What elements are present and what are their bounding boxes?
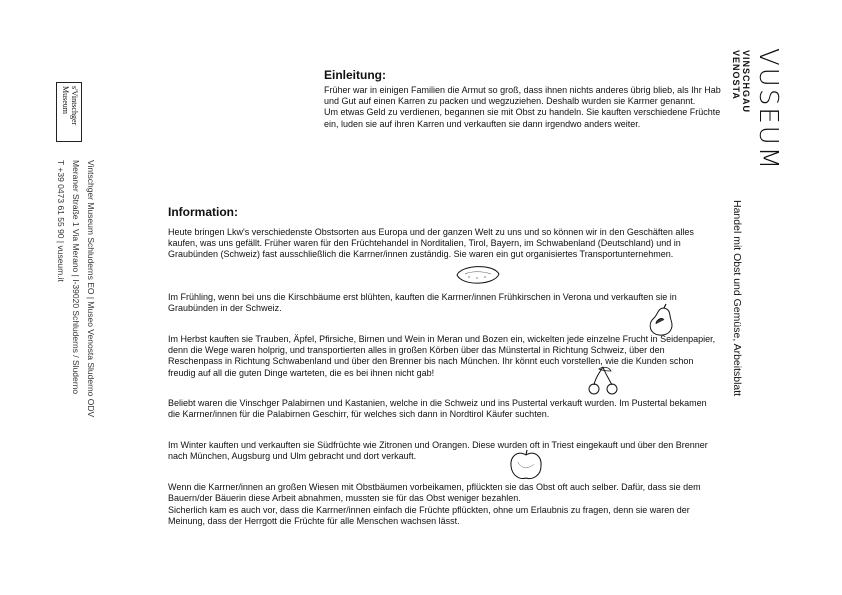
info-paragraph-permission: Sicherlich kam es auch vor, dass die Karrner/innen einfach die Früchte pflückten, ohne um Erlaubnis zu fragen, denn sie waren der Meinung, dass der Herrgott die Früchte für alle Menschen wachsen lässt. [168,505,690,527]
intro-heading: Einleitung: [324,68,386,82]
cherries-sketch-icon [585,365,621,397]
stamp-line-1: s'Vintschger [70,86,79,126]
logo-wordmark: VUSEUM [753,48,783,172]
worksheet-title: Handel mit Obst und Gemüse, Arbeitsblatt [731,200,743,397]
info-paragraph-winter: Im Winter kauften und verkauften sie Südfrüchte wie Zitronen und Orangen. Diese wurden oft in Triest eingekauft und über den Brenner nach München, Augsburg und Ulm gebracht und dort verkauft. [168,440,708,462]
logo-sub-vinschgau: VINSCHGAU [741,50,751,114]
stamp-line-2: Museum [61,86,70,114]
info-paragraph-picking: Wenn die Karrner/innen an großen Wiesen mit Obstbäumen vorbeikamen, pflückten sie das Obst oft auch selber. Dafür, dass sie dem Bauern/der Bäuerin diese Arbeit abnahmen, mussten sie für das Obst weniger bezahlen. [168,482,701,504]
info-paragraph-palabirnen: Beliebt waren die Vinschger Palabirnen und Kastanien, welche in die Schweiz und ins Pustertal verkauft wurden. Im Pustertal bekamen die Karrner/innen für die Palabirnen Geschirr, für welches sich dann in Nordtirol Käufer suchten. [168,398,707,420]
address-line-3: T +39 0473 61 55 90 | vuseum.it [56,160,66,282]
museum-stamp [56,82,82,142]
apple-sketch-icon [508,448,544,482]
intro-text [324,85,724,130]
logo-sub-venosta: VENOSTA [731,50,741,100]
address-line-2: Meraner Straße 1 Via Merano | I-39020 Schluderns / Sluderno [71,160,81,395]
intro-paragraph-2: Um etwas Geld zu verdienen, begannen sie mit Obst zu handeln. Sie kauften verschiedene Früchte ein, luden sie auf ihren Karren und verkauften sie dann irgendwo anders weiter. [324,107,721,129]
info-paragraph-spring: Im Frühling, wenn bei uns die Kirschbäume erst blühten, kauften die Karrner/innen Frühkirschen in Verona und verkauften sie in Graubünden in der Schweiz. [168,292,677,314]
info-paragraph-autumn: Im Herbst kauften sie Trauben, Äpfel, Pfirsiche, Birnen und Wein in Meran und Bozen ein, wickelten jede einzelne Frucht in Seidenpapier, denn die Wege waren holprig, und transportierten alles in großen Körben über das Münstertal in Richtung Schweiz, über den Reschenpass in Richtung Schwabenland und über den Brenner bis nach München. Ihr könnt euch vorstellen, wie die Kunden schon freudig auf all die guten Dinge warteten, die es bei ihnen nicht gab! [168,334,716,378]
pear-sketch-icon [644,300,678,338]
lemon-sketch-icon [455,262,501,288]
intro-paragraph-1: Früher war in einigen Familien die Armut so groß, dass ihnen nichts anderes übrig blieb, als Ihr Hab und Gut auf einen Karren zu packen und wegzuziehen. Deshalb wurden sie Karrner genannt. [324,85,721,107]
address-line-1: Vintschger Museum Schluderns EO | Museo Venosta Sluderno ODV [86,160,96,418]
info-paragraph-trucks: Heute bringen Lkw's verschiedenste Obstsorten aus Europa und der ganzen Welt zu uns und so können wir in den Geschäften alles kaufen, was uns gefällt. Früher waren für den Früchtehandel in Norditalien, Tirol, Bayern, im Schwabenland (Deutschland) und in Graubünden (Schweiz) fast ausschließlich die Karrner/innen zuständig. Sie waren ein gut organisiertes Transportunternehmen. [168,227,694,260]
information-heading: Information: [168,205,238,219]
